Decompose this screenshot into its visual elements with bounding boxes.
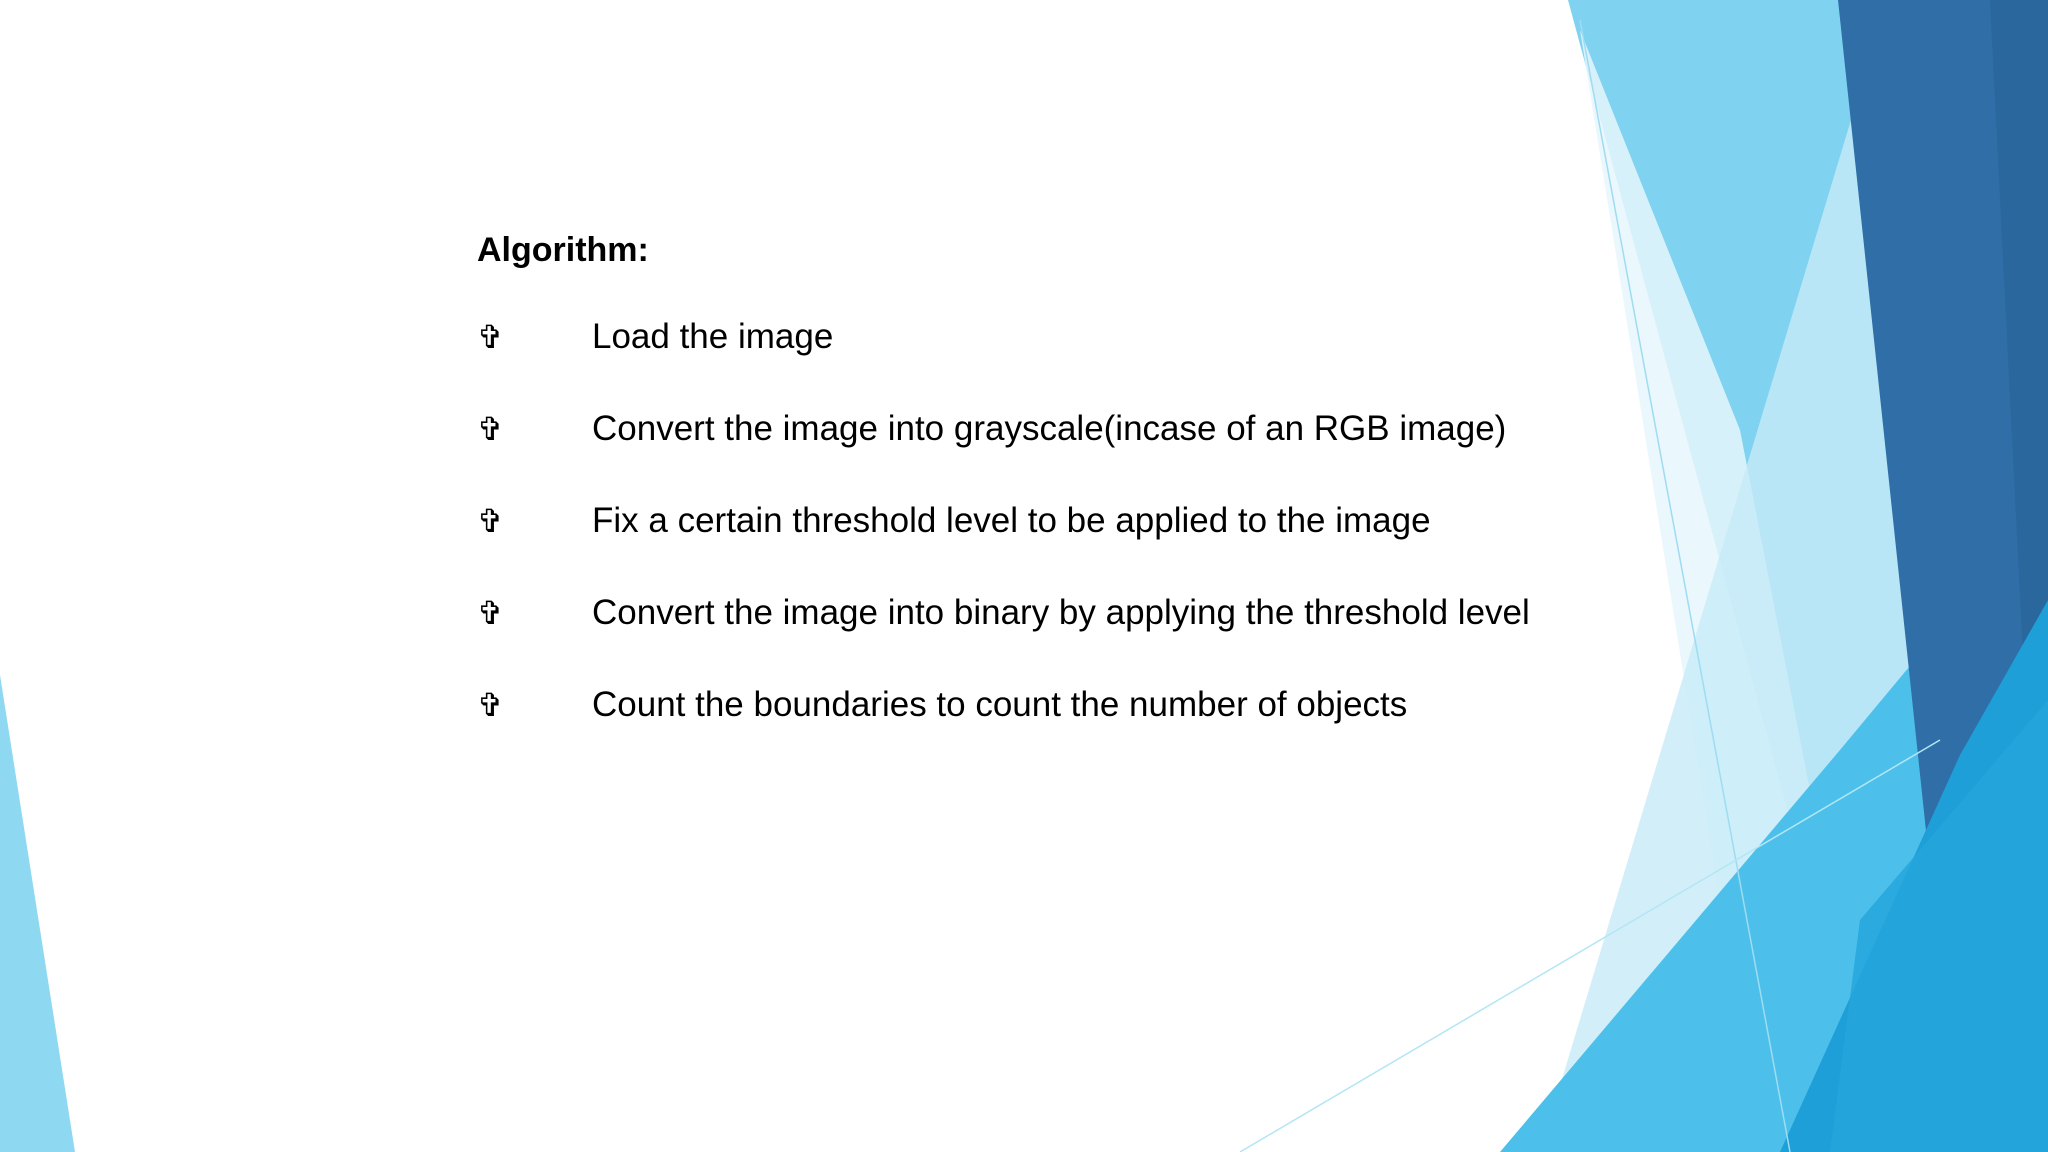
list-item <box>477 406 1537 452</box>
cross-bullet-icon: ✞ <box>477 502 504 540</box>
list-item-text: Count the boundaries to count the number of objects <box>592 685 1408 724</box>
list-item-text: Convert the image into binary by applying the threshold level <box>592 593 1530 632</box>
cross-bullet-icon: ✞ <box>477 410 504 448</box>
list-item <box>477 682 1537 728</box>
list-item <box>477 590 1537 636</box>
cross-bullet-icon: ✞ <box>477 594 504 632</box>
cross-bullet-icon: ✞ <box>477 318 504 356</box>
list-item <box>477 314 1537 360</box>
list-item-text: Convert the image into grayscale(incase of an RGB image) <box>592 409 1507 448</box>
algorithm-steps-list <box>477 314 1537 728</box>
slide-heading: Algorithm: <box>477 231 649 269</box>
left-accent-shape <box>0 675 75 1152</box>
slide-content <box>477 228 1537 774</box>
list-item <box>477 498 1537 544</box>
list-item-text: Fix a certain threshold level to be applied to the image <box>592 501 1431 540</box>
cross-bullet-icon: ✞ <box>477 686 504 724</box>
list-item-text: Load the image <box>592 317 834 356</box>
